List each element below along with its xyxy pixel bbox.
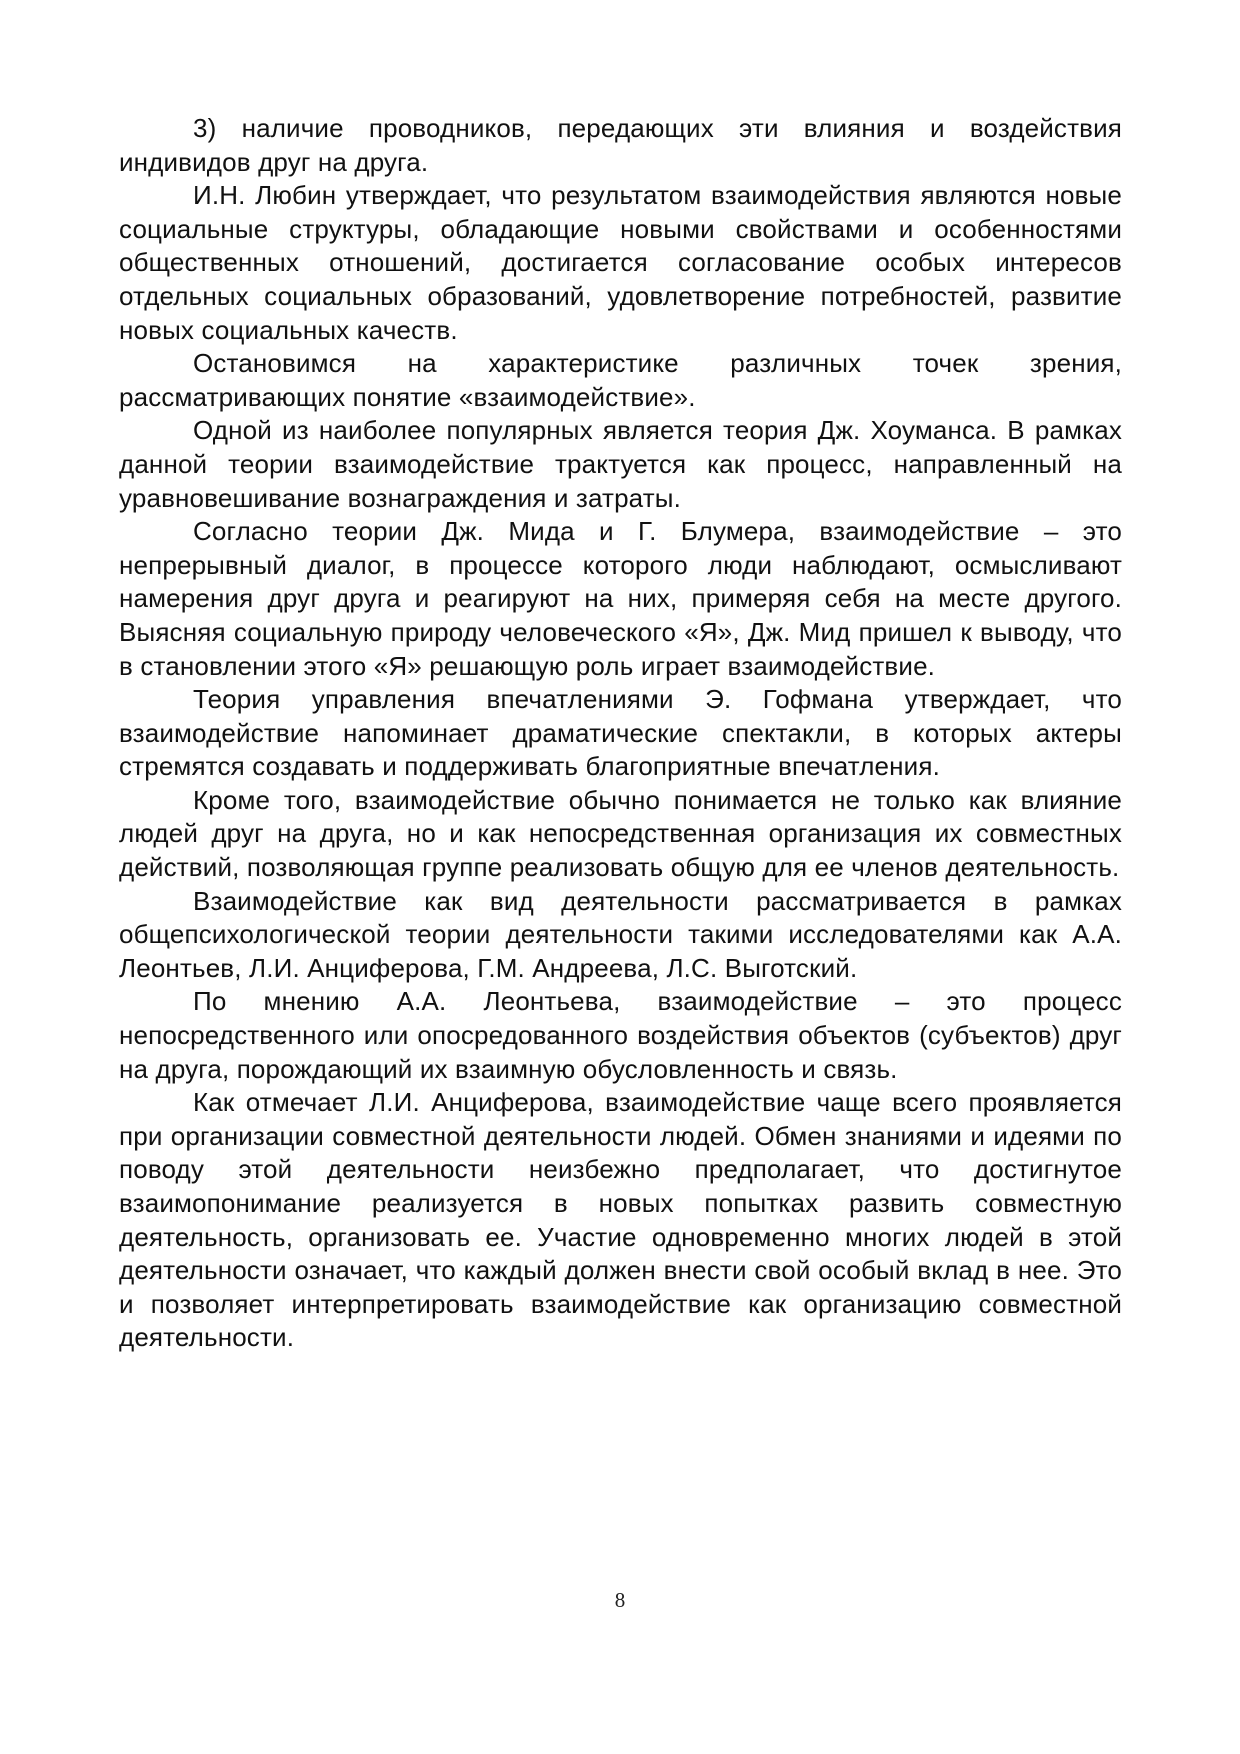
paragraph: По мнению А.А. Леонтьева, взаимодействие – это процесс непосредственного или опосредованного воздействия объектов (субъектов) друг на друга, порождающий их взаимную обусловленность и связь. [119, 986, 1122, 1084]
page-number: 8 [614, 1588, 626, 1612]
paragraph: Теория управления впечатлениями Э. Гофмана утверждает, что взаимодействие напоминает драматические спектакли, в которых актеры стремятся создавать и поддерживать благоприятные впечатления. [119, 684, 1122, 782]
paragraph: Согласно теории Дж. Мида и Г. Блумера, взаимодействие – это непрерывный диалог, в процессе которого люди наблюдают, осмысливают намерения друг друга и реагируют на них, примеряя себя на месте другого. Выясняя социальную природу человеческого «Я», Дж. Мид пришел к выводу, что в становлении этого «Я» решающую роль играет взаимодействие. [119, 516, 1122, 681]
paragraph: Кроме того, взаимодействие обычно понимается не только как влияние людей друг на друга, но и как непосредственная организация их совместных действий, позволяющая группе реализовать общую для ее членов деятельность. [119, 784, 1122, 883]
paragraph: И.Н. Любин утверждает, что результатом взаимодействия являются новые социальные структуры, обладающие новыми свойствами и особенностями общественных отношений, достигается согласование особых интересов отдельных социальных образований, удовлетворение потребностей, развитие новых социальных качеств. [119, 180, 1122, 345]
paragraph: 3) наличие проводников, передающих эти влияния и воздействия индивидов друг на друга. [119, 113, 1122, 177]
paragraph: Как отмечает Л.И. Анциферова, взаимодействие чаще всего проявляется при организации совместной деятельности людей. Обмен знаниями и идеями по поводу этой деятельности неизбежно предполагает, что достигнутое взаимопонимание реализуется в новых попытках развить совместную деятельность, организовать ее. Участие одновременно многих людей в этой деятельности означает, что каждый должен внести свой особый вклад в нее. Это и позволяет интерпретировать взаимодействие как организацию совместной деятельности. [119, 1087, 1122, 1353]
page-body [119, 112, 1122, 1355]
paragraph: Остановимся на характеристике различных точек зрения, рассматривающих понятие «взаимодействие». [119, 348, 1122, 412]
paragraph: Одной из наиболее популярных является теория Дж. Хоуманса. В рамках данной теории взаимодействие трактуется как процесс, направленный на уравновешивание вознаграждения и затраты. [119, 415, 1122, 513]
paragraph: Взаимодействие как вид деятельности рассматривается в рамках общепсихологической теории деятельности такими исследователями как А.А. Леонтьев, Л.И. Анциферова, Г.М. Андреева, Л.С. Выготский. [119, 885, 1122, 983]
